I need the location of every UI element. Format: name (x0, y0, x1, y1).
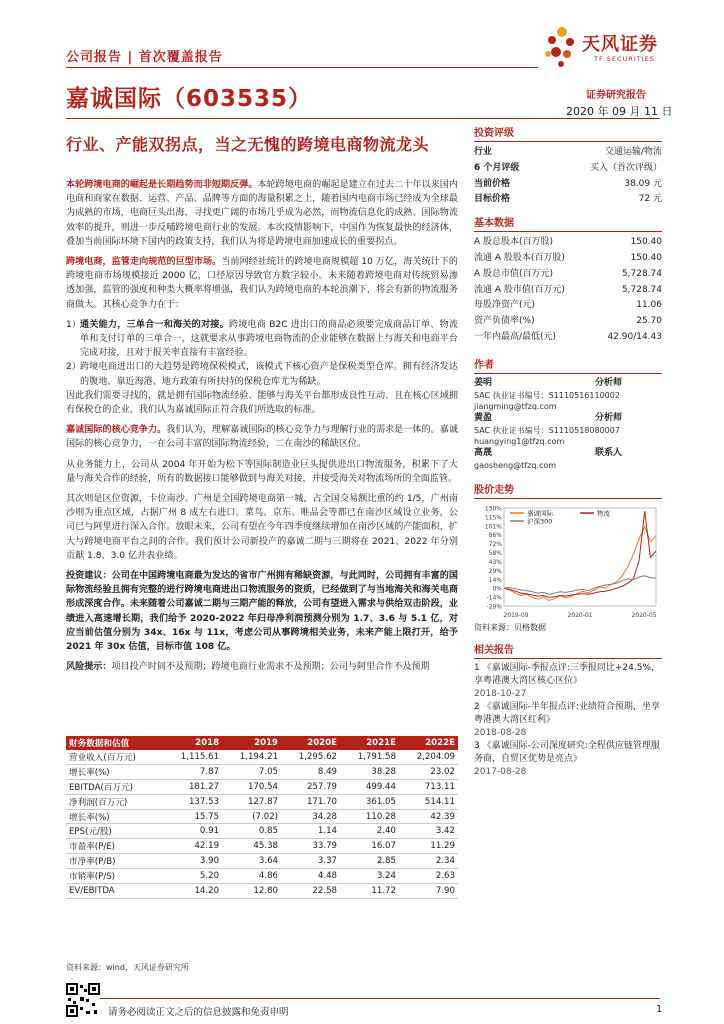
y-tick-label: 115% (484, 514, 502, 522)
fin-cell: 14.20 (163, 884, 222, 899)
fin-cell: 181.27 (163, 779, 222, 794)
y-tick-label: 0% (492, 585, 502, 593)
legend-label: 嘉诚国际 (527, 509, 553, 518)
financial-table (66, 736, 458, 899)
fin-row (66, 839, 458, 854)
legend-label: 沪深300 (527, 517, 553, 526)
fin-cell: 1,194.21 (222, 750, 281, 764)
para-risk: 风险提示：项目投产时间不及预期；跨境电商行业需求不及预期；公司与阿里合作不及预期 (66, 662, 430, 673)
logo-en: TF SECURITIES (594, 55, 655, 63)
fin-cell: 110.28 (340, 809, 399, 824)
fin-header-cell: 2018 (163, 736, 222, 750)
fin-header-cell: 财务数据和估值 (66, 736, 163, 750)
main-body (66, 178, 458, 681)
fin-cell: 市净率(P/B) (66, 854, 163, 869)
related-report-date: 2018-10-27 (474, 688, 527, 699)
fin-cell: 2,204.09 (399, 750, 458, 764)
basic-key: A 股总股本(百万股) (474, 237, 554, 248)
y-tick-label: -29% (486, 603, 502, 611)
y-tick-label: 72% (488, 540, 502, 548)
y-tick-label: 86% (488, 531, 502, 539)
basic-key: 流通 A 股股本(百万股) (474, 252, 565, 263)
price-chart (474, 502, 662, 620)
header-rule (66, 67, 538, 68)
fin-cell: 7.87 (163, 764, 222, 779)
chart-title: 股价走势 (474, 481, 662, 499)
related-report (474, 662, 662, 701)
rating-key: 行业 (474, 147, 493, 157)
fin-cell: 171.70 (281, 794, 340, 809)
rating-value: 交通运输/物流 (604, 147, 662, 157)
basic-row (474, 267, 662, 283)
para-2: 跨境电商，监管走向规范的巨型市场。当前网经社统计的跨境电商规模超 10 万亿，海关统计下的跨境电商市场规模接近 2000 亿，口径原因导致官方数字较小。未来随着跨境电商对传统贸易渗透加强，监管的强度和种类大概率将增强，我们认为跨境电商的本轮浪潮下，将会有新的物流服务商做大。其核心竞争力在于： (66, 257, 458, 310)
basic-key: A 股总市值(百万元) (474, 268, 554, 279)
basic-key: 一年内最高/最低(元) (474, 331, 557, 342)
fin-cell: 16.07 (340, 839, 399, 854)
author-name-row (474, 412, 662, 425)
chart-source: 资料来源：贝格数据 (474, 622, 546, 632)
fin-cell: 5.20 (163, 869, 222, 884)
author-role: 联系人 (594, 447, 622, 458)
basic-row (474, 330, 662, 346)
rating-title: 投资评级 (474, 124, 662, 142)
fin-cell: 3.37 (281, 854, 340, 869)
fin-row (66, 750, 458, 764)
fin-cell: 4.48 (281, 869, 340, 884)
fin-cell: 净利润(百万元) (66, 794, 163, 809)
related-report (474, 701, 662, 740)
fin-row (66, 779, 458, 794)
basic-value: 150.40 (630, 237, 662, 248)
legend-label: 物流 (597, 509, 610, 518)
para-investment: 投资建议：公司在中国跨境电商最为发达的省市广州拥有稀缺资源，与此同时，公司拥有丰富的国际物流经验且拥有完整的进行跨境电商进出口物流服务的资质，已经做到了与当地海关和海关电商形成深度合作。未来随着公司嘉诚二期与三期产能的释放，公司有望进入需求与供给双击阶段，业绩进入高速增长期，我们给予 2020-2022 年归母净利润预测分别为 1.7、3.6 与 5.1 亿，对应当前估值分别为 34x、16x 与 11x，考虑公司从事跨境相关业务，未来产能上限打开，给予 2021 年 30x 估值，目标市值 108 亿。 (66, 571, 458, 653)
y-tick-label: -14% (486, 594, 502, 602)
related-report-title: 3 《嘉诚国际-公司深度研究:全程供应链管理服务商，自贸区优势是亮点》 (474, 740, 660, 764)
fin-cell: 3.90 (163, 854, 222, 869)
fin-cell: 42.19 (163, 839, 222, 854)
table-source: 资料来源：wind，天风证券研究所 (66, 963, 189, 972)
company-title: 嘉诚国际（603535） (66, 86, 313, 112)
related-report-title: 1 《嘉诚国际-季报点评:三季报同比+24.5%，享粤港澳大湾区核心区位》 (474, 662, 660, 686)
related-report-date: 2017-08-28 (474, 766, 527, 777)
related-report (474, 740, 662, 779)
fin-cell: 11.72 (340, 884, 399, 899)
report-date: 2020 年 09 月 11 日 (566, 105, 673, 118)
author-cert: SAC 执业证书编号：S1110518080007 (474, 425, 620, 435)
fin-cell: 137.53 (163, 794, 222, 809)
basic-value: 150.40 (630, 252, 662, 263)
fin-cell: 增长率(%) (66, 809, 163, 824)
author-email: huangying1@tfzq.com (474, 436, 565, 446)
rating-row (474, 177, 662, 193)
rating-value: 买入（首次评级） (589, 162, 662, 173)
fin-row (66, 854, 458, 869)
fin-cell: EBITDA(百万元) (66, 779, 163, 794)
y-tick-label: 29% (488, 567, 502, 575)
fin-header-cell: 2021E (340, 736, 399, 750)
basic-key: 流通 A 股市值(百万元) (474, 284, 565, 295)
x-tick-label: 2020-01 (567, 611, 593, 619)
fin-cell: 增长率(%) (66, 764, 163, 779)
fin-cell: 7.05 (222, 764, 281, 779)
fin-header-cell: 2022E (399, 736, 458, 750)
fin-cell: EPS(元/股) (66, 824, 163, 839)
x-tick-label: 2020-05 (631, 611, 657, 619)
related-title: 相关报告 (474, 641, 662, 659)
fin-cell: (7.02) (222, 809, 281, 824)
x-tick-label: 2019-09 (503, 611, 529, 619)
fin-cell: 1,115.61 (163, 750, 222, 764)
basic-value: 5,728.74 (621, 268, 662, 279)
logo-name: 天风证券 (582, 34, 658, 55)
fin-cell: 38.28 (340, 764, 399, 779)
author-email: gaosheng@tfzq.com (474, 460, 557, 470)
author-role: 分析师 (594, 377, 622, 388)
title-rule (66, 118, 660, 119)
fin-cell: 3.64 (222, 854, 281, 869)
fin-cell: 0.85 (222, 824, 281, 839)
fin-cell: 1,791.58 (340, 750, 399, 764)
fin-cell: 15.75 (163, 809, 222, 824)
fin-cell: 1,295.62 (281, 750, 340, 764)
fin-cell: 7.90 (399, 884, 458, 899)
basic-value: 5,728.74 (621, 284, 662, 295)
basic-key: 每股净资产(元) (474, 300, 536, 311)
para-6: 其次则是区位资源，卡位南沙。广州是全国跨境电商第一城，占全国交易额比重的约 1/5，广州南沙则为重点区域，占据广州 8 成左右进口。菜鸟、京东、唯品会等都已在南沙区域设立业务，公司已与阿里进行深入合作。放眼未来，公司有望在今年四季度继续增加在南沙区域的产能面积，扩大与跨境电商平台之间的合作。我们预计公司新投产的嘉诚二期与三期将在 2021、2022 年分别贡献 1.8、3.0 亿并表业绩。 (66, 494, 458, 561)
fin-cell: 营业收入(百万元) (66, 750, 163, 764)
fin-cell: 257.79 (281, 779, 340, 794)
rating-row (474, 192, 662, 208)
report-label: 证券研究报告 (586, 90, 646, 101)
report-type: 公司报告 | 首次覆盖报告 (66, 50, 223, 65)
fin-cell: 713.11 (399, 779, 458, 794)
fin-header-row (66, 736, 458, 750)
fin-cell: 22.58 (281, 884, 340, 899)
sidebar (474, 124, 662, 779)
author-cert: SAC 执业证书编号：S1110516110002 (474, 390, 620, 400)
basic-row (474, 235, 662, 251)
qr-code-icon (66, 983, 100, 1017)
basic-row (474, 298, 662, 314)
fin-cell: 0.91 (163, 824, 222, 839)
para-3: 因此我们需要寻找的，就是拥有国际物流经验、能够与海关平台都形成良性互动、且在核心区域拥有保税仓的企业，我们认为嘉诚国际正符合我们所选取的标准。 (66, 390, 458, 416)
fin-row (66, 824, 458, 839)
fin-header-cell: 2019 (222, 736, 281, 750)
basic-value: 11.06 (636, 300, 662, 311)
rating-row (474, 145, 662, 161)
headline: 行业、产能双拐点，当之无愧的跨境电商物流龙头 (66, 135, 430, 154)
list-item-1: 1） 通关能力，三单合一和海关的对接。跨境电商 B2C 进出口的商品必须要完成商品订单、物流单和支付订单的三单合一，这就要求从事跨境电商物流的企业能够在数据上与海关和电商平台完成对接，且对于报关率直接有丰富经验。 (66, 319, 458, 359)
rating-key: 目标价格 (474, 194, 511, 205)
rating-key: 6 个月评级 (474, 162, 520, 173)
basic-value: 42.90/14.43 (607, 331, 662, 342)
fin-cell: 127.87 (222, 794, 281, 809)
fin-cell: 170.54 (222, 779, 281, 794)
author-name-row (474, 447, 662, 460)
author-name: 高晟 (474, 447, 493, 458)
fin-row (66, 884, 458, 899)
para-1: 本轮跨境电商的崛起是长期趋势而非短期反弹。本轮跨境电商的崛起是建立在过去二十年以来国内电商和商家在数据、运营、产品、品牌等方面的海量积累之上，随着国内电商市场已经成为全球最为成熟的市场，电商巨头出海、寻找更广阔的市场几乎成为必然，而物流信息化的成熟、国际物流效率的提升，则进一步反哺跨境电商行业的发展。本次疫情影响下，中国作为恢复最快的经济体，叠加当前国际环境下国内的政策支持，我们认为将是跨境电商加速成长的重要拐点。 (66, 180, 458, 247)
fin-cell: 8.49 (281, 764, 340, 779)
fin-header-cell: 2020E (281, 736, 340, 750)
rating-row (474, 161, 662, 177)
author-name: 姜明 (474, 377, 493, 388)
logo-mark-icon (545, 27, 574, 67)
y-tick-label: 130% (484, 505, 502, 513)
fin-cell: 2.63 (399, 869, 458, 884)
related-report-title: 2 《嘉诚国际-半年报点评:业绩符合预期，坐享粤港澳大湾区红利》 (474, 701, 660, 725)
fin-cell: 34.28 (281, 809, 340, 824)
related-report-date: 2018-08-28 (474, 727, 527, 738)
disclaimer: 请务必阅读正文之后的信息披露和免责申明 (108, 1007, 289, 1018)
fin-cell: 2.34 (399, 854, 458, 869)
rating-key: 当前价格 (474, 178, 511, 189)
fin-row (66, 764, 458, 779)
y-tick-label: 14% (488, 576, 502, 584)
fin-cell: 11.29 (399, 839, 458, 854)
fin-cell: EV/EBITDA (66, 884, 163, 899)
fin-cell: 市销率(P/S) (66, 869, 163, 884)
fin-cell: 2.40 (340, 824, 399, 839)
authors-title: 作者 (474, 356, 662, 374)
fin-cell: 361.05 (340, 794, 399, 809)
fin-cell: 4.86 (222, 869, 281, 884)
fin-row (66, 809, 458, 824)
fin-cell: 3.42 (399, 824, 458, 839)
basic-row (474, 283, 662, 299)
fin-row (66, 869, 458, 884)
para-4: 嘉诚国际的核心竞争力。我们认为，理解嘉诚国际的核心竞争力与理解行业的需求是一体的。嘉诚国际的核心竞争力，一在公司丰富的国际物流经验，二在南沙的稀缺区位。 (66, 425, 458, 450)
fin-cell: 3.24 (340, 869, 399, 884)
fin-cell: 514.11 (399, 794, 458, 809)
fin-row (66, 794, 458, 809)
basic-row (474, 314, 662, 330)
price-chart-svg (474, 502, 662, 620)
y-tick-label: 43% (488, 558, 502, 566)
author-name-row (474, 377, 662, 390)
author-name: 黄盈 (474, 412, 493, 423)
rating-value: 72 元 (638, 194, 662, 205)
basic-key: 资产负债率(%) (474, 316, 535, 327)
fin-cell: 499.44 (340, 779, 399, 794)
basic-title: 基本数据 (474, 214, 662, 232)
fin-cell: 23.02 (399, 764, 458, 779)
y-tick-label: 58% (488, 549, 502, 557)
page-number: 1 (656, 1004, 663, 1015)
para-5: 从业务能力上，公司从 2004 年开始为松下等国际制造业巨头提供进出口物流服务，积累下了大量与海关合作的经验，所有的数据接口能够做到与海关对接，并接受海关对物流场所的全面监管。 (66, 459, 458, 484)
basic-value: 25.70 (636, 316, 662, 327)
fin-cell: 1.14 (281, 824, 340, 839)
fin-cell: 45.38 (222, 839, 281, 854)
rating-value: 38.09 元 (624, 178, 662, 189)
fin-cell: 12.80 (222, 884, 281, 899)
author-role: 分析师 (594, 412, 622, 423)
fin-cell: 42.39 (399, 809, 458, 824)
fin-cell: 33.79 (281, 839, 340, 854)
y-tick-label: 101% (484, 523, 502, 531)
fin-cell: 市盈率(P/E) (66, 839, 163, 854)
list-item-2: 2） 跨境电商进出口的大趋势是跨境保税模式，该模式下核心资产是保税类型仓库。拥有经济发达的腹地、靠近海港、地方政策有所扶持的保税仓库尤为稀缺。 (66, 362, 458, 387)
author-email: jiangming@tfzq.com (474, 401, 557, 411)
footer-rule (66, 998, 660, 999)
fin-cell: 2.85 (340, 854, 399, 869)
basic-row (474, 251, 662, 267)
